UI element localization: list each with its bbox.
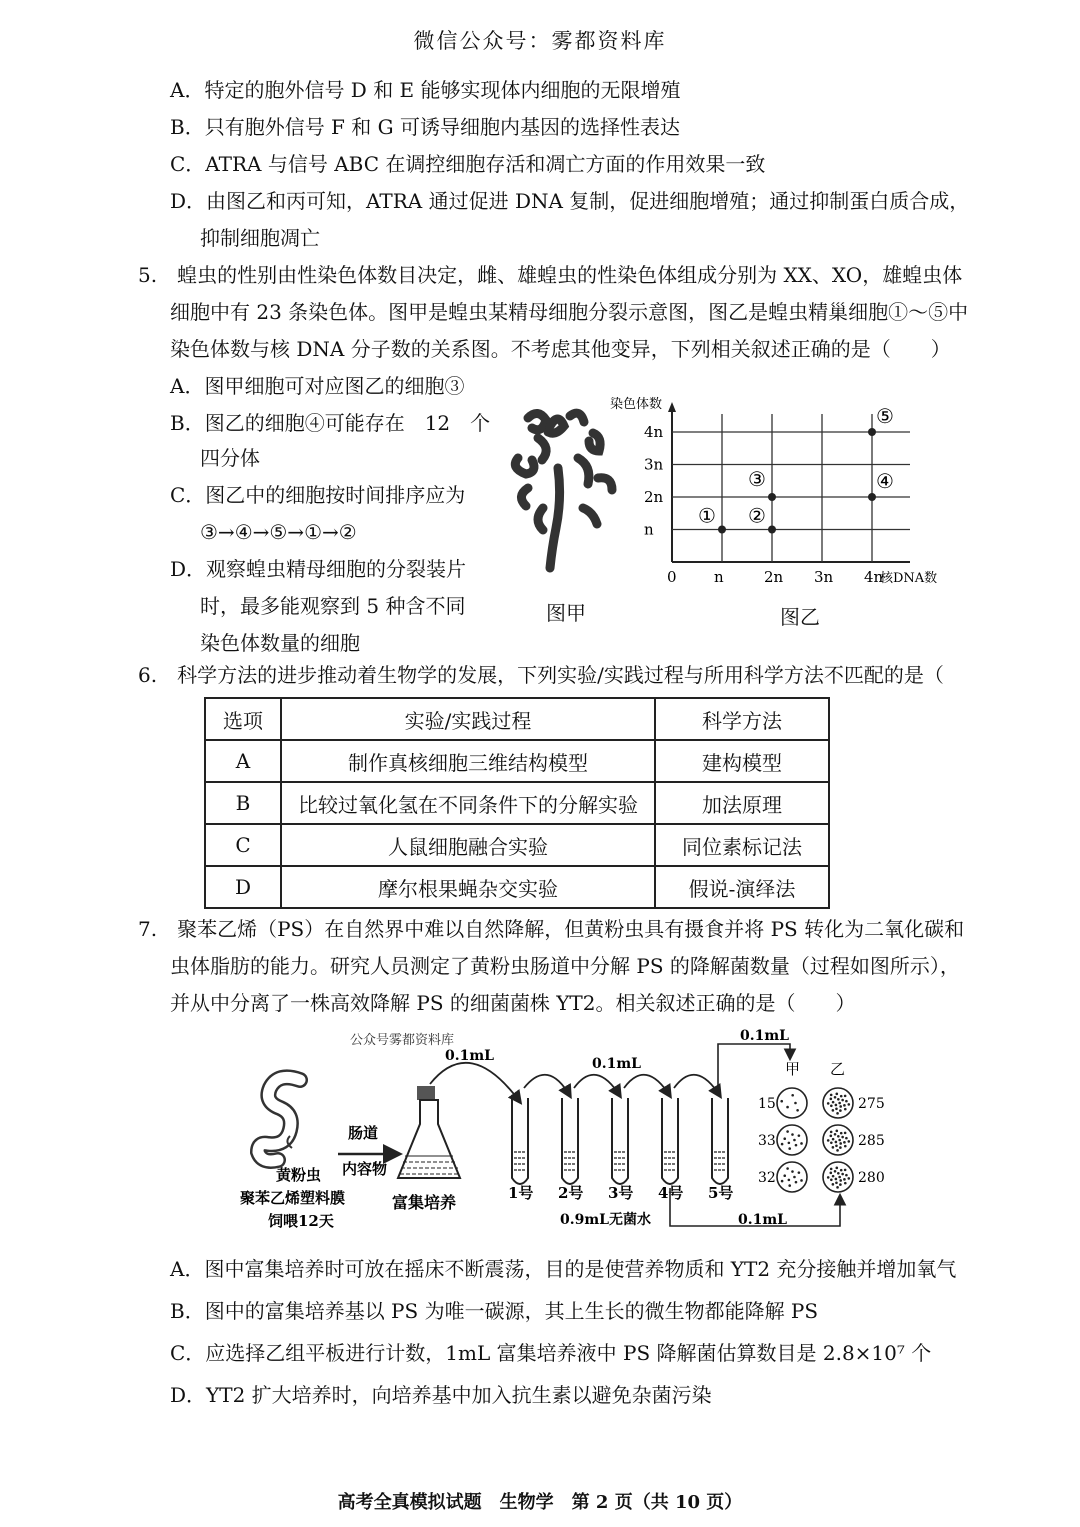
chart-y-tick-label: n — [644, 520, 654, 539]
table-header-cell: 选项 — [205, 698, 281, 740]
petri-dish-icon — [777, 1125, 807, 1155]
arrow-label-2: 内容物 — [342, 1160, 388, 1178]
chart-data-point — [868, 493, 876, 501]
transfer-arrow-icon — [624, 1075, 670, 1096]
q6-stem: 6. 科学方法的进步推动着生物学的发展，下列实验/实践过程与所用科学方法不匹配的是（ — [138, 663, 944, 687]
q7-stem-2: 虫体脂肪的能力。研究人员测定了黄粉虫肠道中分解 PS 的降解菌数量（过程如图所示）， — [170, 954, 960, 978]
table-cell: 同位素标记法 — [655, 824, 829, 866]
q7-option-c: C．应选择乙组平板进行计数，1mL 富集培养液中 PS 降解菌估算数目是 2.8×10⁷ 个 — [170, 1341, 932, 1365]
q5-option-b: B．图乙的细胞④可能存在 12 个 — [170, 411, 491, 435]
chart-y-tick-label: 2n — [644, 488, 664, 506]
table-cell: B — [205, 782, 281, 824]
tube-label: 3号 — [608, 1184, 634, 1202]
transfer-arrow-icon — [718, 1044, 790, 1088]
tube-label: 2号 — [558, 1184, 584, 1202]
transfer-volume-1: 0.1mL — [445, 1048, 495, 1064]
chart-point-label: ② — [748, 503, 766, 528]
petri-dish-icon — [823, 1088, 853, 1118]
tube-label: 4号 — [658, 1184, 684, 1202]
chromosome-figure — [498, 398, 628, 573]
q7-option-d: D．YT2 扩大培养时，向培养基中加入抗生素以避免杂菌污染 — [170, 1383, 712, 1407]
test-tubes — [508, 1098, 733, 1202]
jia-colony-count: 32 — [758, 1170, 776, 1186]
test-tube-icon — [562, 1098, 578, 1184]
chart-y-axis-label: 染色体数 — [610, 397, 663, 412]
q5-option-d-cont2: 染色体数量的细胞 — [200, 631, 360, 655]
chart-y-axis-arrow — [668, 402, 676, 412]
chart-data-point — [768, 493, 776, 501]
page-header: 微信公众号：雾都资料库 — [413, 29, 667, 53]
q5-stem-1: 5. 蝗虫的性别由性染色体数目决定，雌、雄蝗虫的性染色体组成分别为 XX、XO，雄蝗虫体 — [138, 263, 963, 287]
tube-label: 1号 — [508, 1184, 534, 1202]
petri-dish-icon — [777, 1088, 807, 1118]
table-cell: 比较过氧化氢在不同条件下的分解实验 — [281, 782, 655, 824]
table-row — [205, 824, 829, 866]
table-cell: 人鼠细胞融合实验 — [281, 824, 655, 866]
dilution-diagram — [230, 1028, 910, 1238]
q5-option-b-cont: 四分体 — [200, 446, 260, 470]
chart-data-point — [718, 526, 726, 534]
test-tube-icon — [712, 1098, 728, 1184]
chart-origin-label: 0 — [667, 568, 677, 586]
jia-colony-count: 15 — [758, 1096, 776, 1112]
q5-option-c-cont: ③→④→⑤→①→② — [200, 520, 357, 544]
q5-option-c: C．图乙中的细胞按时间排序应为 — [170, 483, 466, 507]
q5-stem-2: 细胞中有 23 条染色体。图甲是蝗虫某精母细胞分裂示意图，图乙是蝗虫精巢细胞①～⑤中 — [170, 300, 969, 324]
worm-label-3: 饲喂12天 — [268, 1212, 334, 1230]
q7-option-a: A．图中富集培养时可放在摇床不断震荡，目的是使营养物质和 YT2 充分接触并增加氧气 — [170, 1257, 957, 1281]
yi-colony-count: 285 — [858, 1133, 885, 1149]
transfer-volume-4: 0.1mL — [738, 1212, 788, 1228]
table-cell: C — [205, 824, 281, 866]
diagram-watermark: 公众号雾都资料库 — [350, 1033, 455, 1048]
transfer-volume-3: 0.1mL — [740, 1028, 790, 1044]
q5-option-d: D．观察蝗虫精母细胞的分裂装片 — [170, 557, 467, 581]
methods-table — [204, 697, 830, 909]
fig-jia-label: 图甲 — [546, 601, 586, 625]
q5-stem-3: 染色体数与核 DNA 分子数的关系图。不考虑其他变异，下列相关叙述正确的是（ ） — [170, 337, 951, 361]
worm-label-1: 黄粉虫 — [276, 1166, 322, 1184]
chart-point-label: ④ — [876, 469, 894, 493]
test-tube-icon — [662, 1098, 678, 1184]
q7-stem-1: 7. 聚苯乙烯（PS）在自然界中难以自然降解，但黄粉虫具有摄食并将 PS 转化为二氧化碳和 — [138, 917, 965, 941]
table-row — [205, 866, 829, 908]
q4-option-b: B．只有胞外信号 F 和 G 可诱导细胞内基因的选择性表达 — [170, 115, 680, 139]
chart-y-tick-label: 4n — [644, 423, 664, 441]
sterile-water-label: 0.9mL无菌水 — [560, 1212, 652, 1228]
table-cell: 建构模型 — [655, 740, 829, 782]
table-cell: 假说-演绎法 — [655, 866, 829, 908]
chart-data-point — [768, 526, 776, 534]
chart-x-tick-label: 3n — [814, 568, 834, 586]
chart-data-point — [868, 428, 876, 436]
yi-colony-count: 275 — [858, 1096, 885, 1112]
chart-x-tick-label: 2n — [764, 568, 784, 586]
group-jia-label: 甲 — [785, 1060, 801, 1078]
q5-option-d-cont1: 时，最多能观察到 5 种含不同 — [200, 594, 466, 618]
chart-x-tick-label: 4n — [864, 568, 884, 586]
chart-x-axis-label: 核DNA数 — [880, 571, 938, 586]
yi-colony-count: 280 — [858, 1170, 885, 1186]
petri-dish-icon — [823, 1162, 853, 1192]
mealworm-icon — [258, 1077, 300, 1161]
chromosome-dna-chart — [610, 392, 950, 592]
q7-option-b: B．图中的富集培养基以 PS 为唯一碳源，其上生长的微生物都能降解 PS — [170, 1299, 819, 1323]
table-header-cell: 实验/实践过程 — [281, 698, 655, 740]
group-yi-label: 乙 — [830, 1060, 846, 1078]
tube-label: 5号 — [708, 1184, 734, 1202]
q4-option-c: C．ATRA 与信号 ABC 在调控细胞存活和凋亡方面的作用效果一致 — [170, 152, 766, 176]
chart-point-label: ⑤ — [876, 404, 894, 428]
table-cell: D — [205, 866, 281, 908]
chart-point-label: ③ — [748, 467, 766, 491]
table-cell: 摩尔根果蝇杂交实验 — [281, 866, 655, 908]
transfer-arrow-icon — [524, 1075, 570, 1096]
q4-option-d: D．由图乙和丙可知，ATRA 通过促进 DNA 复制，促进细胞增殖；通过抑制蛋白质合成， — [170, 189, 970, 213]
transfer-arrow-icon — [430, 1063, 520, 1102]
transfer-volume-2: 0.1mL — [592, 1056, 642, 1072]
table-header-cell: 科学方法 — [655, 698, 829, 740]
table-cell: A — [205, 740, 281, 782]
worm-label-2: 聚苯乙烯塑料膜 — [240, 1189, 346, 1207]
chart-point-label: ① — [698, 503, 716, 528]
jia-colony-count: 33 — [758, 1133, 776, 1149]
flask-label: 富集培养 — [392, 1193, 457, 1212]
page-footer: 高考全真模拟试题 生物学 第 2 页（共 10 页） — [337, 1492, 743, 1513]
test-tube-icon — [612, 1098, 628, 1184]
petri-dish-icon — [777, 1162, 807, 1192]
test-tube-icon — [512, 1098, 528, 1184]
transfer-arrow-icon — [674, 1075, 720, 1096]
petri-dish-icon — [823, 1125, 853, 1155]
q5-option-a: A．图甲细胞可对应图乙的细胞③ — [170, 374, 465, 398]
flask-icon — [398, 1086, 460, 1178]
chart-x-tick-label: n — [714, 568, 724, 586]
chart-y-tick-label: 3n — [644, 455, 664, 474]
arrow-label-1: 肠道 — [348, 1124, 379, 1142]
table-row — [205, 740, 829, 782]
q7-stem-3: 并从中分离了一株高效降解 PS 的细菌菌株 YT2。相关叙述正确的是（ ） — [170, 991, 856, 1015]
table-row — [205, 782, 829, 824]
table-cell: 加法原理 — [655, 782, 829, 824]
fig-yi-label: 图乙 — [780, 605, 820, 629]
table-header-row — [205, 698, 829, 740]
q4-option-d-cont: 抑制细胞凋亡 — [200, 226, 320, 250]
q4-option-a: A．特定的胞外信号 D 和 E 能够实现体内细胞的无限增殖 — [170, 78, 681, 102]
transfer-arrow-icon — [574, 1075, 620, 1096]
table-cell: 制作真核细胞三维结构模型 — [281, 740, 655, 782]
culture-plates — [758, 1088, 885, 1192]
